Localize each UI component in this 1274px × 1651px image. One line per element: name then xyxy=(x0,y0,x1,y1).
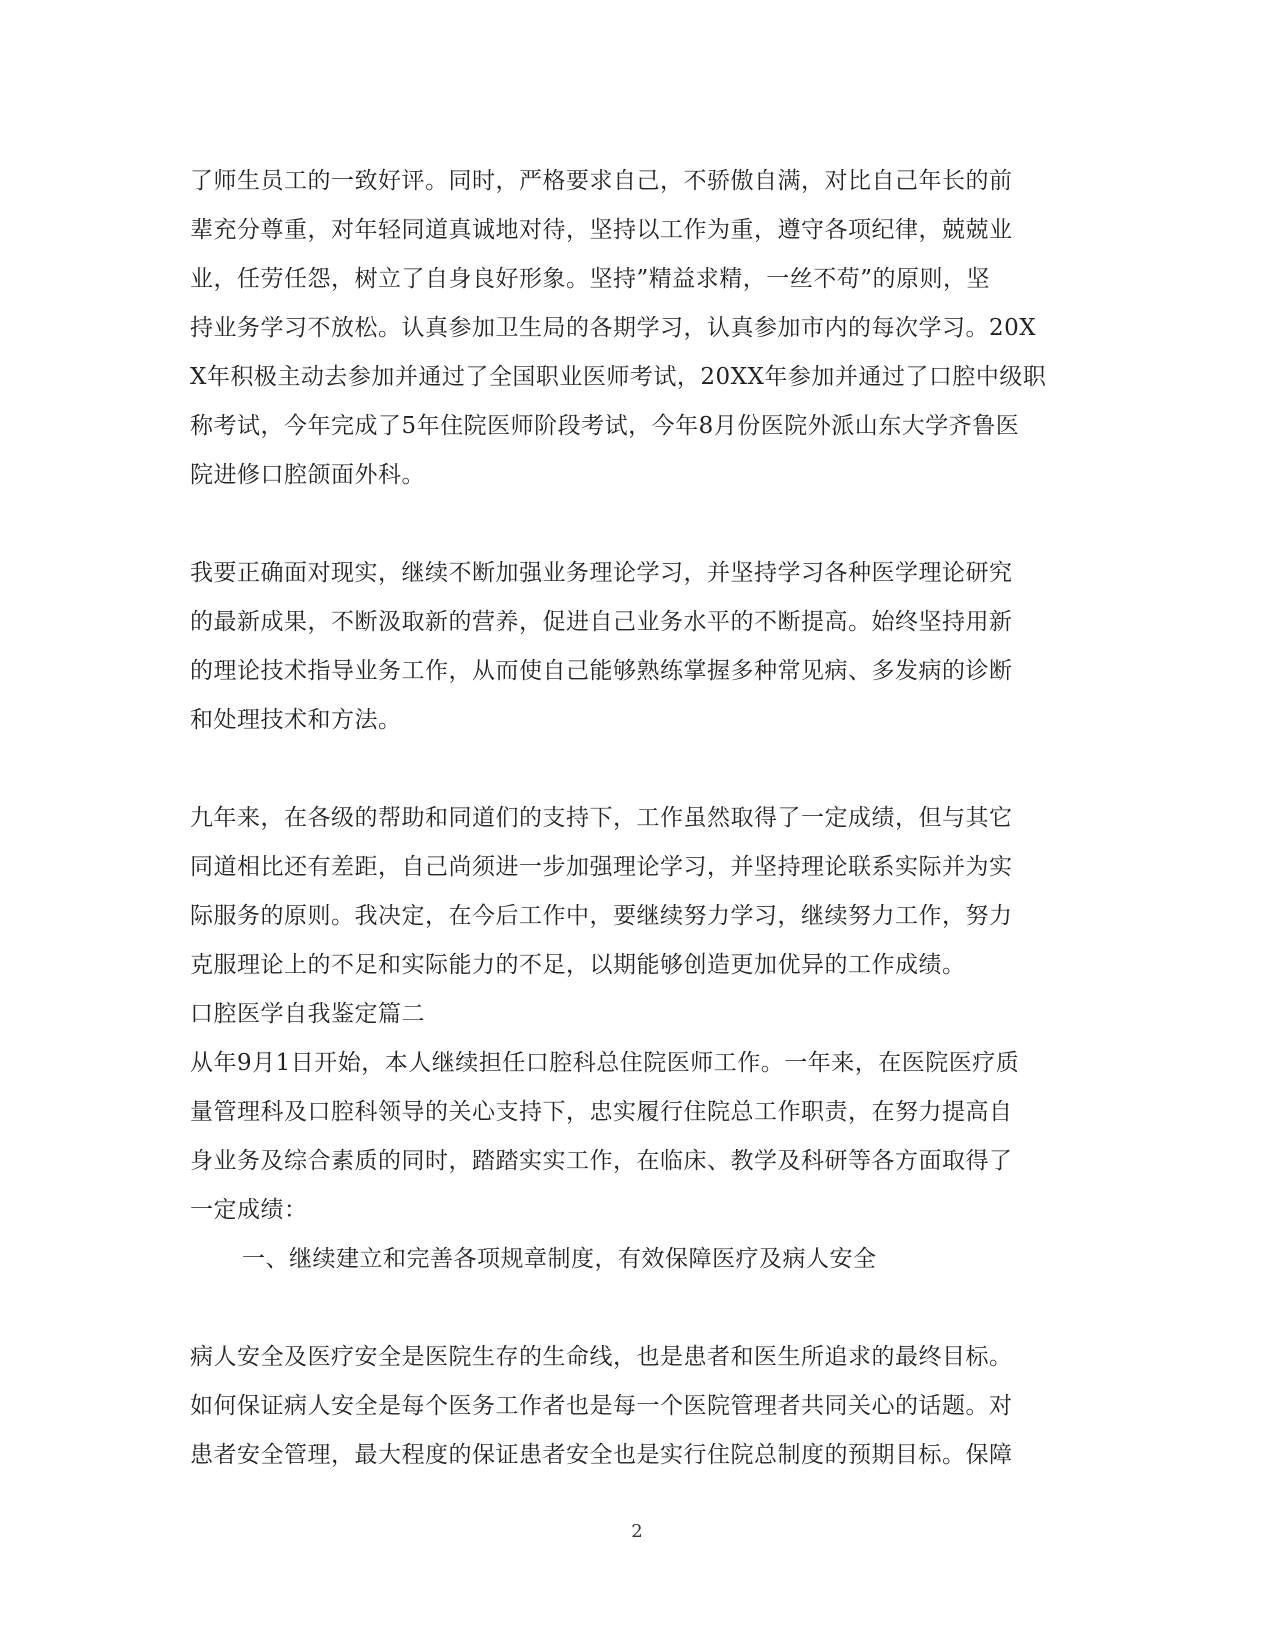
text-line: 和处理技术和方法。 xyxy=(190,707,402,733)
text-line: 辈充分尊重，对年轻同道真诚地对待，坚持以工作为重，遵守各项纪律，兢兢业 xyxy=(190,217,1013,243)
text-line: 的理论技术指导业务工作，从而使自己能够熟练掌握多种常见病、多发病的诊断 xyxy=(190,658,1013,684)
text-line: 病人安全及医疗安全是医院生存的生命线，也是患者和医生所追求的最终目标。 xyxy=(190,1344,1013,1370)
text-line: 持业务学习不放松。认真参加卫生局的各期学习，认真参加市内的每次学习。20X xyxy=(190,315,1037,341)
text-line: 的最新成果，不断汲取新的营养，促进自己业务水平的不断提高。始终坚持用新 xyxy=(190,609,1013,635)
paragraph-1 xyxy=(190,157,1070,500)
section-title: 口腔医学自我鉴定篇二 xyxy=(190,1001,425,1027)
page-number: 2 xyxy=(631,1521,643,1542)
paragraph-gap xyxy=(190,500,1070,549)
text-line: 患者安全管理，最大程度的保证患者安全也是实行住院总制度的预期目标。保障 xyxy=(190,1442,1013,1468)
text-line: 克服理论上的不足和实际能力的不足，以期能够创造更加优异的工作成绩。 xyxy=(190,952,966,978)
document-body xyxy=(190,157,1070,1480)
text-line: X年积极主动去参加并通过了全国职业医师考试，20XX年参加并通过了口腔中级职 xyxy=(190,364,1047,390)
text-line: 身业务及综合素质的同时，踏踏实实工作，在临床、教学及科研等各方面取得了 xyxy=(190,1148,1013,1174)
text-line: 际服务的原则。我决定，在今后工作中，要继续努力学习，继续努力工作，努力 xyxy=(190,903,1013,929)
text-line: 从年9月1日开始，本人继续担任口腔科总住院医师工作。一年来，在医院医疗质 xyxy=(190,1050,1020,1076)
paragraph-4 xyxy=(190,1039,1070,1235)
paragraph-2 xyxy=(190,549,1070,745)
paragraph-3 xyxy=(190,794,1070,990)
text-line: 同道相比还有差距，自己尚须进一步加强理论学习，并坚持理论联系实际并为实 xyxy=(190,854,1013,880)
text-line: 了师生员工的一致好评。同时，严格要求自己，不骄傲自满，对比自己年长的前 xyxy=(190,168,1013,194)
text-line: 称考试，今年完成了5年住院医师阶段考试，今年8月份医院外派山东大学齐鲁医 xyxy=(190,413,1020,439)
subheading: 一、继续建立和完善各项规章制度，有效保障医疗及病人安全 xyxy=(242,1246,877,1272)
text-line: 我要正确面对现实，继续不断加强业务理论学习，并坚持学习各种医学理论研究 xyxy=(190,560,1013,586)
text-line: 一定成绩： xyxy=(190,1197,308,1223)
paragraph-gap xyxy=(190,1284,1070,1333)
paragraph-5 xyxy=(190,1333,1070,1480)
text-line: 量管理科及口腔科领导的关心支持下，忠实履行住院总工作职责，在努力提高自 xyxy=(190,1099,1013,1125)
text-line: 九年来，在各级的帮助和同道们的支持下，工作虽然取得了一定成绩，但与其它 xyxy=(190,805,1013,831)
text-line: 如何保证病人安全是每个医务工作者也是每一个医院管理者共同关心的话题。对 xyxy=(190,1393,1013,1419)
paragraph-gap xyxy=(190,745,1070,794)
text-line: 院进修口腔颌面外科。 xyxy=(190,462,425,488)
text-line: 业，任劳任怨，树立了自身良好形象。坚持”精益求精，一丝不苟”的原则，坚 xyxy=(190,266,991,292)
